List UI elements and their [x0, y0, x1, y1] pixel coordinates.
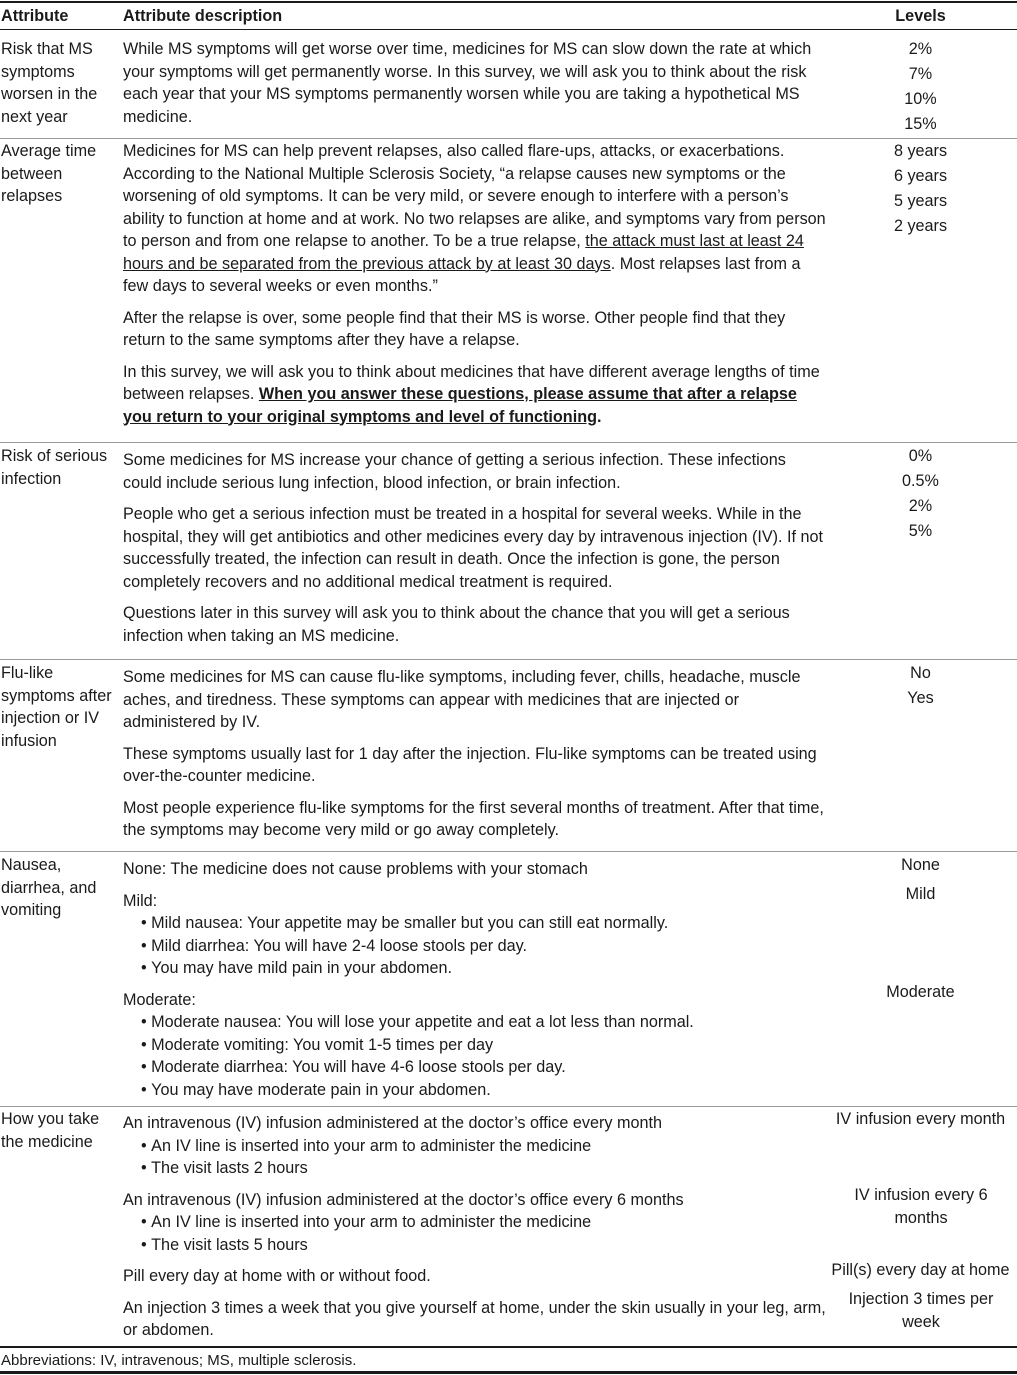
level-item: Yes [907, 689, 934, 707]
attribute-cell: Risk of serious infection [1, 447, 108, 488]
description-paragraph: Some medicines for MS increase your chance of getting a serious infection. These infections could include serious lung infection, blood infection, or brain infection. [123, 451, 786, 492]
description-paragraph: People who get a serious infection must be treated in a hospital for several weeks. While in the hospital, they will get antibiotics and other medicines every day by intravenous injection (IV). If not successfully treated, the infection can result in death. Once the infection is gone, the person completely recovers and no additional medical treatment is required. [123, 505, 824, 591]
level-item: 2% [908, 40, 933, 58]
description-cell [123, 38, 828, 128]
level-item: 7% [908, 65, 933, 83]
row-divider [0, 1106, 1017, 1107]
header-rule [0, 29, 1017, 30]
description-paragraph: Pill every day at home with or without food. [123, 1267, 431, 1285]
level-item: None [901, 856, 940, 874]
row-divider [0, 442, 1017, 443]
description-paragraph: Most people experience flu-like symptoms for the first several months of treatment. After that time, the symptoms may become very mild or go away completely. [123, 798, 824, 839]
header-levels: Levels [895, 7, 946, 25]
row-divider [0, 138, 1017, 139]
bullet-item: • The visit lasts 5 hours [123, 1236, 308, 1254]
bullet-item: • Moderate nausea: You will lose your appetite and eat a lot less than normal. [123, 1013, 694, 1031]
attribute-cell: Flu-like symptoms after injection or IV infusion [1, 664, 112, 750]
description-text: While MS symptoms will get worse over time, medicines for MS can slow down the rate at which your symptoms will get permanently worse. In this survey, we will ask you to think about the risk each year that your MS symptoms permanently worsen while you are taking a hypothetical MS medicine. [123, 40, 812, 126]
description-cell [123, 666, 828, 842]
level-item: IV infusion every month [835, 1110, 1006, 1128]
attribute-cell: Average time between relapses [1, 142, 97, 205]
level-item: Injection 3 times per week [848, 1290, 994, 1331]
footnote: Abbreviations: IV, intravenous; MS, multiple sclerosis. [1, 1352, 357, 1369]
level-item: IV infusion every 6 months [854, 1186, 988, 1227]
description-cell [123, 140, 828, 428]
table-top-rule [0, 1, 1017, 3]
level-item: Mild [905, 885, 936, 903]
level-item: 5 years [893, 192, 948, 210]
row-divider [0, 659, 1017, 660]
level-item: Moderate [886, 983, 955, 1001]
description-paragraph: Some medicines for MS can cause flu-like symptoms, including fever, chills, headache, muscle aches, and tiredness. These symptoms can appear with medicines that are injected or administered by IV. [123, 668, 801, 731]
description-paragraph: An intravenous (IV) infusion administered at the doctor’s office every month • An IV line is inserted into your arm to administer the medicine • The visit lasts 2 hours [123, 1112, 828, 1180]
bullet-item: • You may have moderate pain in your abdomen. [123, 1081, 491, 1099]
level-item: 8 years [893, 142, 948, 160]
description-paragraph: None: The medicine does not cause problems with your stomach [123, 860, 588, 878]
level-item: 5% [908, 522, 933, 540]
bullet-item: • Mild nausea: Your appetite may be smaller but you can still eat normally. [123, 914, 668, 932]
bullet-item: • An IV line is inserted into your arm to administer the medicine [123, 1213, 591, 1231]
description-paragraph: An intravenous (IV) infusion administered at the doctor’s office every 6 months • An IV line is inserted into your arm to administer the medicine • The visit lasts 5 hours [123, 1189, 828, 1257]
description-paragraph: Moderate: • Moderate nausea: You will lose your appetite and eat a lot less than normal. • Moderate vomiting: You vomit 1-5 times per day • Moderate diarrhea: You will have 4-6 loose stools per day. • You may have moderate pain in your abdomen. [123, 989, 828, 1102]
level-item: 2% [908, 497, 933, 515]
bullet-item: • Mild diarrhea: You will have 2-4 loose stools per day. [123, 937, 527, 955]
level-item: 10% [904, 90, 937, 108]
description-paragraph: In this survey, we will ask you to think about medicines that have different average lengths of time between relapses. When you answer these questions, please assume that after a relapse you return to your original symptoms and level of functioning. [123, 362, 820, 426]
header-attribute: Attribute [1, 7, 69, 25]
level-item: Pill(s) every day at home [831, 1261, 1010, 1279]
level-item: 0% [908, 447, 933, 465]
bullet-item: • You may have mild pain in your abdomen. [123, 959, 452, 977]
description-paragraph: These symptoms usually last for 1 day after the injection. Flu-like symptoms can be treated using over-the-counter medicine. [123, 744, 817, 785]
level-item: 0.5% [902, 472, 939, 490]
attribute-cell: How you take the medicine [1, 1110, 100, 1151]
bullet-item: • Moderate vomiting: You vomit 1-5 times per day [123, 1036, 493, 1054]
table-bottom-rule [0, 1371, 1017, 1374]
description-cell [123, 449, 828, 647]
attribute-cell: Nausea, diarrhea, and vomiting [1, 856, 97, 919]
header-description: Attribute description [123, 7, 283, 25]
attribute-cell: Risk that MS symptoms worsen in the next year [1, 40, 98, 126]
description-cell [123, 1112, 828, 1342]
description-cell [123, 858, 828, 1101]
bullet-item: • An IV line is inserted into your arm to administer the medicine [123, 1137, 591, 1155]
row-divider [0, 851, 1017, 852]
level-item: 15% [904, 115, 937, 133]
description-paragraph: Mild: • Mild nausea: Your appetite may be smaller but you can still eat normally. • Mild diarrhea: You will have 2-4 loose stools per day. • You may have mild pain in your abdomen. [123, 890, 828, 980]
bullet-item: • The visit lasts 2 hours [123, 1159, 308, 1177]
description-paragraph: Questions later in this survey will ask you to think about the chance that you will get a serious infection when taking an MS medicine. [123, 604, 790, 645]
row-divider [0, 1346, 1017, 1348]
level-item: 2 years [893, 217, 948, 235]
level-item: 6 years [893, 167, 948, 185]
description-paragraph: After the relapse is over, some people find that their MS is worse. Other people find that they return to the same symptoms after they have a relapse. [123, 308, 786, 349]
description-paragraph: An injection 3 times a week that you give yourself at home, under the skin usually in your leg, arm, or abdomen. [123, 1298, 826, 1339]
description-paragraph: Medicines for MS can help prevent relapses, also called flare-ups, attacks, or exacerbations. According to the National Multiple Sclerosis Society, “a relapse causes new symptoms or the worsening of old symptoms. It can be very mild, or severe enough to interfere with a person’s ability to function at home and at work. No two relapses are alike, and symptoms vary from person to person and from one relapse to another. To be a true relapse, the attack must last at least 24 hours and be separated from the previous attack by at least 30 days. Most relapses last from a few days to several weeks or even months.” [123, 142, 826, 295]
level-item: No [910, 664, 931, 682]
bullet-item: • Moderate diarrhea: You will have 4-6 loose stools per day. [123, 1058, 566, 1076]
